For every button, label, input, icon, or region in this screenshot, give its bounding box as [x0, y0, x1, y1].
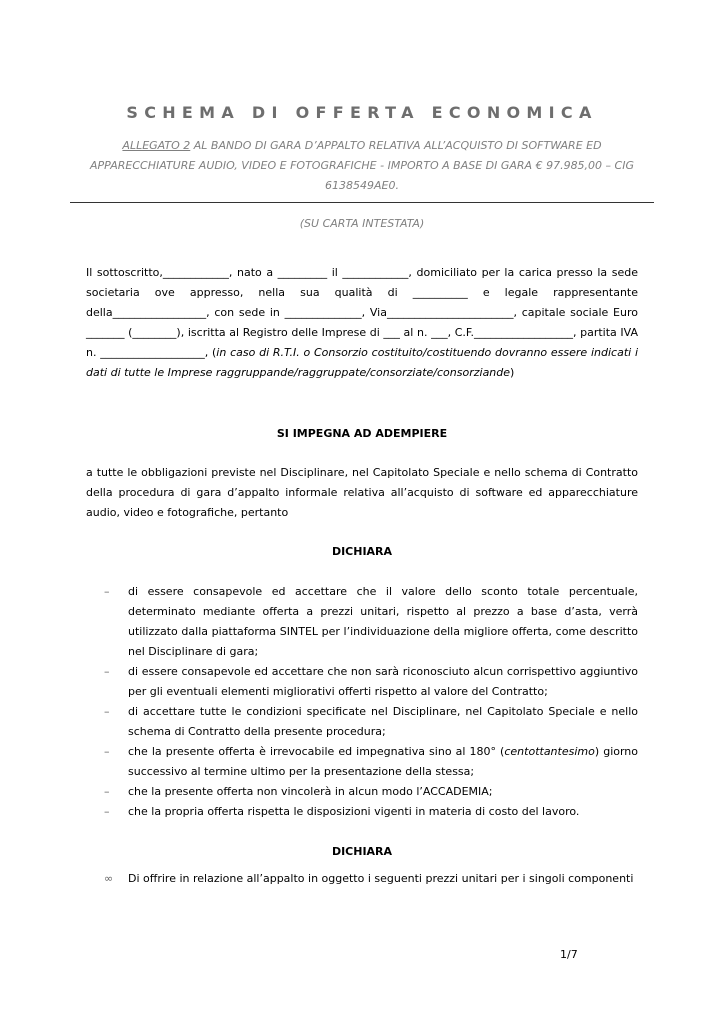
list-item-text: di essere consapevole ed accettare che il valore dello sconto totale percentuale, determinato mediante offerta a prezzi unitari, rispetto al prezzo a base d’asta, verrà utilizzato dalla piattaforma SINTEL per l’individuazione della migliore offerta, come descritto nel Disciplinare di gara; — [128, 585, 638, 658]
list-item — [104, 702, 638, 742]
list-item — [104, 742, 638, 782]
list-item-text: che la propria offerta rispetta le disposizioni vigenti in materia di costo del lavoro. — [128, 805, 580, 818]
intro-italic-note: in caso di R.T.I. o Consorzio costituito/costituendo dovranno essere indicati i dati di tutte le Imprese raggruppande/raggruppate/consorziate/consorziande — [86, 346, 639, 379]
letterhead-note: (SU CARTA INTESTATA) — [299, 217, 425, 230]
dichiara-list — [104, 582, 638, 822]
list-item-text-after: ) giorno successivo al termine ultimo per la presentazione della stessa; — [128, 745, 639, 778]
dash-bullet-icon: – — [104, 705, 110, 718]
intro-text: Il sottoscritto,____________, nato a _________ il ____________, domiciliato per la carica presso la sede societaria ove appresso, nella sua qualità di __________ e legale rappresentante della_________________, con sede in ______________, Via_______________________, capitale sociale Euro _______ (________), iscritta al Registro delle Imprese di ___ al n. ___, C.F.__________________, partita IVA n. ___________________, ( — [86, 266, 638, 359]
list-item — [104, 869, 638, 889]
impegna-paragraph: a tutte le obbligazioni previste nel Disciplinare, nel Capitolato Speciale e nello schema di Contratto della procedura di gara d’appalto informale relativa all’acquisto di software ed apparecchiature audio, video e fotografiche, pertanto — [86, 466, 638, 519]
heading-impegna: SI IMPEGNA AD ADEMPIERE — [276, 427, 448, 440]
list-item-text: che la presente offerta è irrevocabile ed impegnativa sino al 180° ( — [128, 745, 505, 758]
dash-bullet-icon: – — [104, 785, 110, 798]
list-item — [104, 802, 638, 822]
list-item-text: di accettare tutte le condizioni specificate nel Disciplinare, nel Capitolato Speciale e nello schema di Contratto della presente procedura; — [128, 705, 638, 738]
subtitle-text: AL BANDO DI GARA D’APPALTO RELATIVA ALL’ACQUISTO DI SOFTWARE ED APPARECCHIATURE AUDIO, VIDEO E FOTOGRAFICHE - IMPORTO A BASE DI GARA € 97.985,00 – CIG 6138549AE0. — [89, 139, 634, 192]
allegato-label: ALLEGATO 2 — [122, 139, 191, 152]
list-item — [104, 582, 638, 662]
offer-list — [104, 869, 638, 889]
page-number: 1/7 — [560, 948, 578, 961]
dash-bullet-icon: – — [104, 585, 110, 598]
heading-dichiara-second: DICHIARA — [331, 845, 393, 858]
document-title: SCHEMA DI OFFERTA ECONOMICA — [126, 103, 598, 122]
intro-close: ) — [510, 366, 515, 379]
intro-paragraph — [86, 263, 638, 383]
list-item-text: Di offrire in relazione all’appalto in oggetto i seguenti prezzi unitari per i singoli componenti — [128, 872, 634, 885]
heading-dichiara-first: DICHIARA — [331, 545, 393, 558]
list-item — [104, 662, 638, 702]
dash-bullet-icon: – — [104, 665, 110, 678]
list-item-text: di essere consapevole ed accettare che non sarà riconosciuto alcun corrispettivo aggiuntivo per gli eventuali elementi migliorativi offerti rispetto al valore del Contratto; — [128, 665, 638, 698]
dash-bullet-icon: – — [104, 745, 110, 758]
list-item-text: che la presente offerta non vincolerà in alcun modo l’ACCADEMIA; — [128, 785, 493, 798]
list-item-italic: centottantesimo — [504, 745, 595, 758]
dash-bullet-icon: – — [104, 805, 110, 818]
document-subtitle — [80, 136, 644, 196]
header-divider — [70, 202, 654, 203]
infinity-bullet-icon: ∞ — [104, 872, 114, 885]
list-item — [104, 782, 638, 802]
